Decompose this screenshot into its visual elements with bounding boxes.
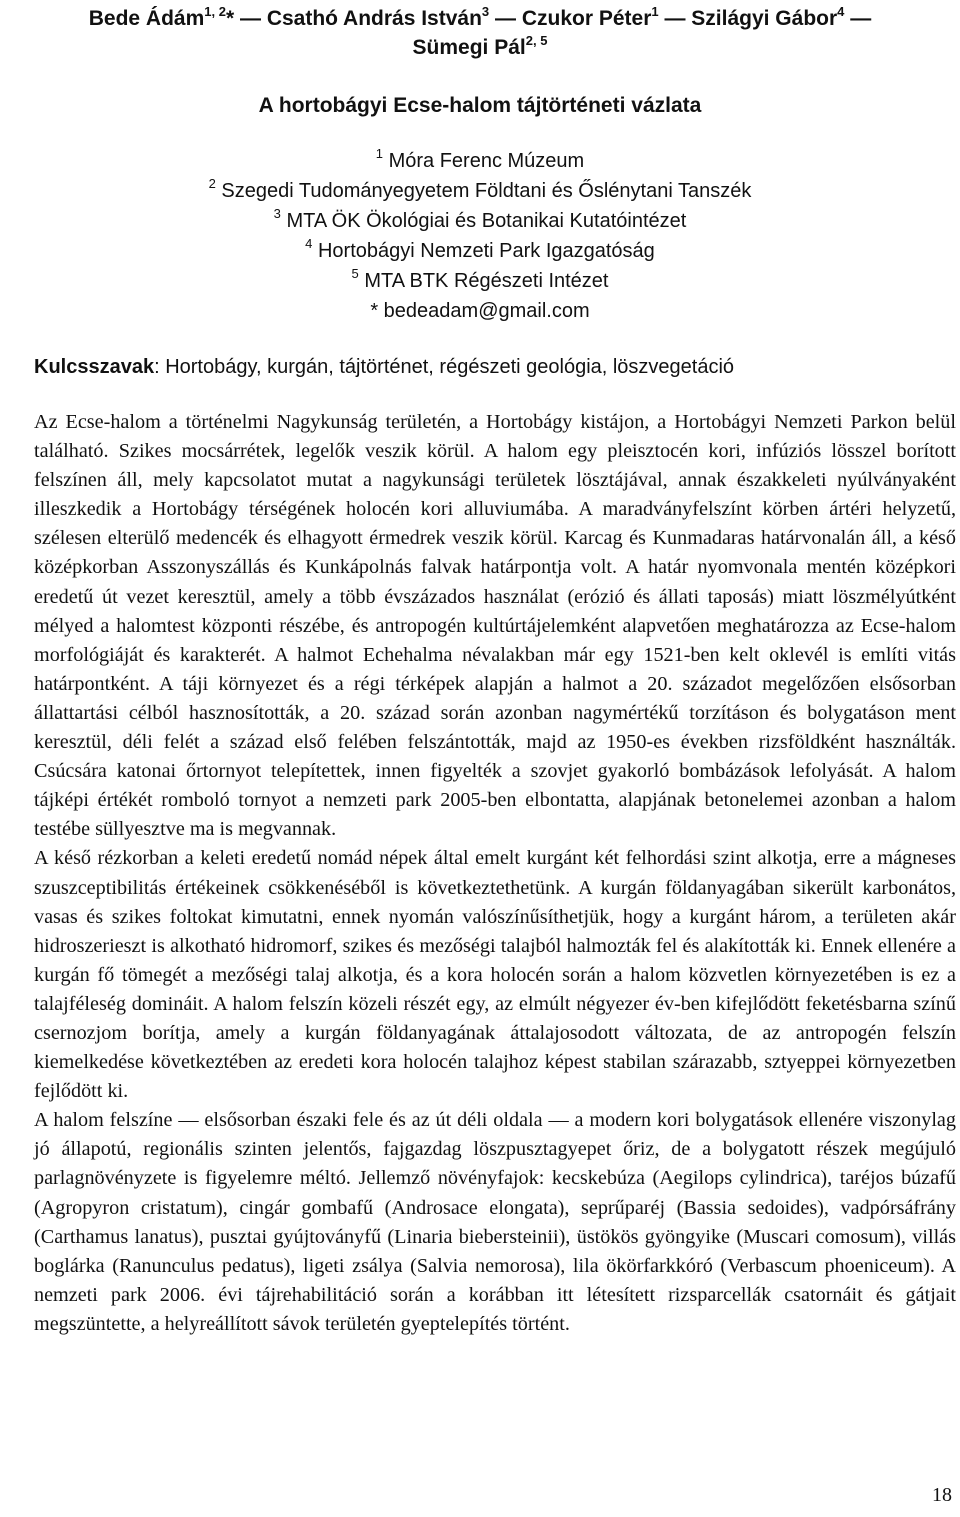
affiliation-number: 2 — [208, 176, 216, 192]
affiliation-item — [0, 266, 960, 296]
author-separator: — — [844, 7, 872, 30]
affiliation-item — [0, 176, 960, 206]
author-separator: — — [489, 7, 522, 30]
affiliation-item — [0, 236, 960, 266]
affiliation-item — [0, 146, 960, 176]
affiliation-number: 1 — [375, 146, 384, 162]
author-name: Czukor Péter — [521, 7, 652, 30]
affiliation-text: Móra Ferenc Múzeum — [388, 150, 585, 172]
affiliation-text: MTA ÖK Ökológiai és Botanikai Kutatóintézet — [286, 210, 687, 232]
author-affiliation-sup: 1, 2 — [204, 4, 226, 19]
affiliation-text: MTA BTK Régészeti Intézet — [364, 270, 609, 292]
affiliation-number: 5 — [351, 266, 359, 282]
body-paragraph: A késő rézkorban a keleti eredetű nomád népek által emelt kurgánt két felhordási szint alkotja, erre a mágneses szuszceptibilitás értékeinek csökkenéséből is következtethetünk. A kurgán földanyagában sikerült karbonátos, vasas és szikes foltokat kimutatni, ennek nyomán valószínűsíthetjük, hogy a kurgánt három, a területen akár hidroszerieszt is alkotható hidromorf, szikes és mezőségi talajból halmozták fel és alakították ki. Ennek ellenére a kurgán fő tömegét a mezőségi talaj alkotja, és a kora holocén során a halom közvetlen környezetében is ez a talajféleség domináit. A halom felszín közeli részét egy, az elmúlt négyezer év-ben kifejlődött feketésbarna színű csernozjom borítja, amely a kurgán földanyagának áttalajosodott változata, de az antropogén felszín kiemelkedése következtében az eredeti kora holocén talajhoz képest stabilan szárazabb, sztyeppei környezetben fejlődött ki. — [34, 847, 956, 1103]
author-list — [32, 4, 928, 62]
keywords — [34, 353, 930, 381]
keywords-text: : Hortobágy, kurgán, tájtörténet, régészeti geológia, löszvegetáció — [154, 356, 735, 378]
affiliation-item — [0, 206, 960, 236]
author-line-2 — [32, 33, 928, 62]
author-affiliation-sup: 4 — [837, 4, 845, 19]
author-name: Szilágyi Gábor — [691, 7, 838, 30]
affiliation-number: 4 — [305, 236, 313, 252]
body-paragraph: Az Ecse-halom a történelmi Nagykunság területén, a Hortobágy kistájon, a Hortobágyi Nemzeti Parkon belül található. Szikes mocsárrétek, legelők veszik körül. A halom egy pleisztocén kori, infúziós lösszel borított felszínen áll, mely kapcsolatot mutat a nagykunsági területek lösztájával, annak északkeleti nyúlványaként illeszkedik a Hortobágy térségének holocén kori alluviumába. A maradványfelszínt körben ártéri helyzetű, szélesen elterülő medencék és elhagyott érmedrek veszik körül. Karcag és Kunmadaras határvonalán áll, a késő középkorban Asszonyszállás és Kunkápolnás falvak határpontja volt. A határ nyomvonala mentén középkori eredetű út vezet keresztül, amely a több évszázados használat (erózió és állati taposás) miatt löszmélyútként mélyed a halomtest központi részébe, és antropogén kultúrtájelemként alapvetően meghatározza az Ecse-halom morfológiáját és karakterét. A halmot Echehalma névalakban már egy 1521-ben kelt oklevél is említi vitás határpontként. A táji környezet és a régi térképek alapján a halmot a 20. századot megelőzően elsősorban állattartási célból hasznosították, a 20. század során azonban nagymértékű torzításon és bolygatáson ment keresztül, déli felét a század első felében felszántották, majd az 1950-es években rizsföldként használták. Csúcsára katonai őrtornyot telepítettek, innen figyelték a szovjet gyakorló bombázások lefolyását. A halom tájképi értékét romboló tornyot a nemzeti park 2005-ben elbontatta, alapjának betonelemei azonban a halom testébe süllyesztve ma is megvannak. — [34, 411, 956, 841]
keywords-label: Kulcsszavak — [34, 356, 155, 378]
contact-email: * bedeadam@gmail.com — [370, 300, 590, 322]
affiliation-text: Hortobágyi Nemzeti Park Igazgatóság — [317, 240, 655, 262]
abstract-body — [34, 408, 956, 1339]
affiliation-text: Szegedi Tudományegyetem Földtani és Őslénytani Tanszék — [221, 180, 752, 202]
author-name: Bede Ádám — [88, 7, 205, 30]
affiliation-list — [0, 146, 960, 326]
corresponding-mark: * — — [225, 7, 267, 30]
author-affiliation-sup: 2, 5 — [525, 33, 548, 48]
author-line-1 — [32, 4, 928, 33]
author-name: Sümegi Pál — [412, 36, 526, 59]
page-number: 18 — [932, 1484, 952, 1506]
affiliation-number: 3 — [273, 206, 281, 222]
body-paragraph: A halom felszíne — elsősorban északi fele és az út déli oldala — a modern kori bolygatások ellenére viszonylag jó állapotú, regionális szinten jelentős, fajgazdag löszpusztagyepet őriz, de a bolygatott részek megújuló parlagnövényzete is figyelemre méltó. Jellemző növényfajok: kecskebúza (Aegilops cylindrica), taréjos búzafű (Agropyron cristatum), cingár gombafű (Androsace elongata), seprűparéj (Bassia sedoides), vadpórsáfrány (Carthamus lanatus), pusztai gyújtoványfű (Linaria biebersteinii), üstökös gyöngyike (Muscari comosum), villás boglárka (Ranunculus pedatus), ligeti zsálya (Salvia nemorosa), lila ökörfarkkóró (Verbascum phoeniceum). A nemzeti park 2006. évi tájrehabilitáció során a korábban itt létesített rizsparcellák csatornáit és gátjait megszüntette, a helyreállított sávok területén gyeptelepítés történt. — [34, 1109, 956, 1335]
author-name: Csathó András István — [266, 7, 482, 30]
author-affiliation-sup: 1 — [651, 4, 659, 19]
author-separator: — — [658, 7, 692, 30]
author-affiliation-sup: 3 — [481, 4, 490, 19]
paper-title: A hortobágyi Ecse-halom tájtörténeti vázlata — [258, 94, 702, 117]
